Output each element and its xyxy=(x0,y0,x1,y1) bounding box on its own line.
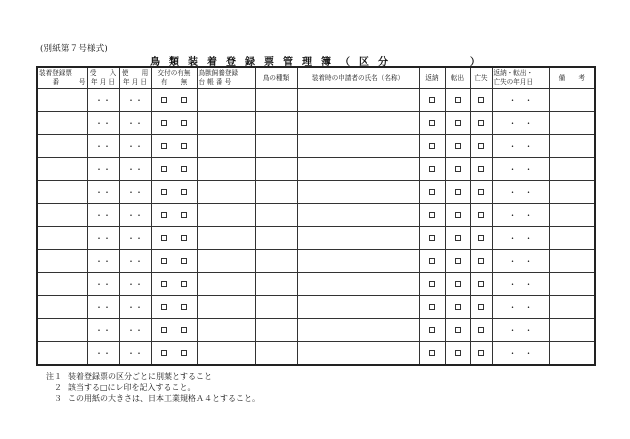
header-received-date: 受 入 年 月 日 xyxy=(87,67,119,89)
cell-species[interactable] xyxy=(255,204,297,227)
cell-species[interactable] xyxy=(255,135,297,158)
checkbox-icon[interactable] xyxy=(181,120,187,126)
table-row xyxy=(37,181,595,204)
cell-applicant[interactable] xyxy=(297,342,419,366)
header-applicant: 装着時の申請者の氏名（名称） xyxy=(297,67,419,89)
checkbox-icon[interactable] xyxy=(161,120,167,126)
cell-disposal-date[interactable]: ・ ・ xyxy=(492,112,549,135)
cell-transferred[interactable] xyxy=(445,181,470,204)
checkbox-icon[interactable] xyxy=(455,350,461,356)
cell-delivery[interactable] xyxy=(151,112,197,135)
cell-remarks[interactable] xyxy=(549,112,595,135)
cell-received-date[interactable]: ・・ xyxy=(87,342,119,366)
cell-delivery[interactable] xyxy=(151,227,197,250)
cell-lost[interactable] xyxy=(470,273,492,296)
checkbox-icon[interactable] xyxy=(455,258,461,264)
cell-registration-number[interactable] xyxy=(37,227,87,250)
cell-received-date[interactable]: ・・ xyxy=(87,319,119,342)
cell-lost[interactable] xyxy=(470,342,492,366)
checkbox-icon[interactable] xyxy=(161,235,167,241)
cell-delivery[interactable] xyxy=(151,181,197,204)
table-row xyxy=(37,135,595,158)
checkbox-icon[interactable] xyxy=(429,212,435,218)
cell-remarks[interactable] xyxy=(549,158,595,181)
cell-registration-number[interactable] xyxy=(37,204,87,227)
cell-applicant[interactable] xyxy=(297,319,419,342)
cell-delivery[interactable] xyxy=(151,204,197,227)
cell-disposal-date[interactable]: ・ ・ xyxy=(492,227,549,250)
table-row xyxy=(37,296,595,319)
checkbox-icon[interactable] xyxy=(478,235,484,241)
checkbox-icon[interactable] xyxy=(478,189,484,195)
table-row xyxy=(37,342,595,366)
cell-disposal-date[interactable]: ・ ・ xyxy=(492,135,549,158)
cell-transferred[interactable] xyxy=(445,342,470,366)
table-row xyxy=(37,273,595,296)
cell-disposal-date[interactable]: ・ ・ xyxy=(492,158,549,181)
cell-lost[interactable] xyxy=(470,204,492,227)
cell-transferred[interactable] xyxy=(445,227,470,250)
cell-remarks[interactable] xyxy=(549,319,595,342)
checkbox-icon[interactable] xyxy=(181,327,187,333)
cell-species[interactable] xyxy=(255,319,297,342)
cell-ledger-number[interactable] xyxy=(197,89,255,112)
cell-remarks[interactable] xyxy=(549,227,595,250)
cell-returned[interactable] xyxy=(419,204,445,227)
table-row xyxy=(37,112,595,135)
note-3: ３ この用紙の大きさは、日本工業規格Ａ４とすること。 xyxy=(54,394,260,403)
cell-applicant[interactable] xyxy=(297,135,419,158)
cell-received-date[interactable]: ・・ xyxy=(87,227,119,250)
checkbox-icon[interactable] xyxy=(429,304,435,310)
checkbox-icon[interactable] xyxy=(181,189,187,195)
checkbox-icon[interactable] xyxy=(429,258,435,264)
cell-delivery[interactable] xyxy=(151,250,197,273)
footnotes xyxy=(40,371,260,404)
checkbox-icon[interactable] xyxy=(455,235,461,241)
cell-species[interactable] xyxy=(255,250,297,273)
checkbox-icon[interactable] xyxy=(181,143,187,149)
checkbox-icon[interactable] xyxy=(161,97,167,103)
header-remarks: 備 考 xyxy=(549,67,595,89)
cell-used-date[interactable]: ・・ xyxy=(119,342,151,366)
cell-registration-number[interactable] xyxy=(37,319,87,342)
cell-lost[interactable] xyxy=(470,135,492,158)
cell-returned[interactable] xyxy=(419,319,445,342)
cell-disposal-date[interactable]: ・ ・ xyxy=(492,204,549,227)
cell-transferred[interactable] xyxy=(445,250,470,273)
cell-disposal-date[interactable]: ・ ・ xyxy=(492,250,549,273)
cell-ledger-number[interactable] xyxy=(197,250,255,273)
checkbox-icon[interactable] xyxy=(161,166,167,172)
checkbox-icon[interactable] xyxy=(429,120,435,126)
checkbox-icon[interactable] xyxy=(429,189,435,195)
checkbox-icon[interactable] xyxy=(181,97,187,103)
checkbox-icon[interactable] xyxy=(455,327,461,333)
table-row xyxy=(37,319,595,342)
cell-returned[interactable] xyxy=(419,227,445,250)
cell-delivery[interactable] xyxy=(151,273,197,296)
checkbox-icon[interactable] xyxy=(455,166,461,172)
table-row xyxy=(37,250,595,273)
cell-returned[interactable] xyxy=(419,135,445,158)
cell-applicant[interactable] xyxy=(297,296,419,319)
cell-transferred[interactable] xyxy=(445,204,470,227)
cell-transferred[interactable] xyxy=(445,158,470,181)
checkbox-icon[interactable] xyxy=(478,327,484,333)
cell-transferred[interactable] xyxy=(445,273,470,296)
cell-disposal-date[interactable]: ・ ・ xyxy=(492,273,549,296)
table-row xyxy=(37,89,595,112)
cell-used-date[interactable]: ・・ xyxy=(119,135,151,158)
cell-species[interactable] xyxy=(255,181,297,204)
checkbox-icon[interactable] xyxy=(181,258,187,264)
cell-used-date[interactable]: ・・ xyxy=(119,273,151,296)
cell-returned[interactable] xyxy=(419,181,445,204)
cell-returned[interactable] xyxy=(419,342,445,366)
cell-received-date[interactable]: ・・ xyxy=(87,250,119,273)
cell-used-date[interactable]: ・・ xyxy=(119,227,151,250)
cell-ledger-number[interactable] xyxy=(197,204,255,227)
cell-remarks[interactable] xyxy=(549,296,595,319)
cell-remarks[interactable] xyxy=(549,250,595,273)
cell-transferred[interactable] xyxy=(445,89,470,112)
checkbox-icon[interactable] xyxy=(429,327,435,333)
note-1: 注１ 装着登録票の区分ごとに別葉とすること xyxy=(46,372,212,381)
cell-lost[interactable] xyxy=(470,181,492,204)
checkbox-icon[interactable] xyxy=(455,304,461,310)
cell-registration-number[interactable] xyxy=(37,181,87,204)
cell-returned[interactable] xyxy=(419,250,445,273)
checkbox-icon[interactable] xyxy=(181,304,187,310)
cell-lost[interactable] xyxy=(470,112,492,135)
cell-applicant[interactable] xyxy=(297,250,419,273)
cell-received-date[interactable]: ・・ xyxy=(87,273,119,296)
cell-applicant[interactable] xyxy=(297,158,419,181)
cell-ledger-number[interactable] xyxy=(197,181,255,204)
cell-received-date[interactable]: ・・ xyxy=(87,204,119,227)
cell-applicant[interactable] xyxy=(297,227,419,250)
checkbox-icon[interactable] xyxy=(181,212,187,218)
cell-species[interactable] xyxy=(255,227,297,250)
cell-remarks[interactable] xyxy=(549,135,595,158)
cell-received-date[interactable]: ・・ xyxy=(87,112,119,135)
checkbox-icon[interactable] xyxy=(455,189,461,195)
table-row xyxy=(37,227,595,250)
cell-registration-number[interactable] xyxy=(37,158,87,181)
checkbox-icon[interactable] xyxy=(161,189,167,195)
cell-used-date[interactable]: ・・ xyxy=(119,319,151,342)
cell-ledger-number[interactable] xyxy=(197,342,255,366)
cell-registration-number[interactable] xyxy=(37,135,87,158)
header-delivery: 交付の有無 有 無 xyxy=(151,67,197,89)
checkbox-icon[interactable] xyxy=(161,143,167,149)
cell-ledger-number[interactable] xyxy=(197,227,255,250)
checkbox-icon[interactable] xyxy=(161,212,167,218)
cell-used-date[interactable]: ・・ xyxy=(119,204,151,227)
cell-lost[interactable] xyxy=(470,227,492,250)
cell-received-date[interactable]: ・・ xyxy=(87,158,119,181)
header-disposal-date: 返納・転出・ 亡失の年月日 xyxy=(492,67,549,89)
cell-used-date[interactable]: ・・ xyxy=(119,158,151,181)
cell-delivery[interactable] xyxy=(151,89,197,112)
cell-transferred[interactable] xyxy=(445,319,470,342)
cell-remarks[interactable] xyxy=(549,273,595,296)
checkbox-icon[interactable] xyxy=(478,120,484,126)
cell-lost[interactable] xyxy=(470,319,492,342)
cell-lost[interactable] xyxy=(470,296,492,319)
header-ledger-number: 鳥獣飼養登録 台 帳 番 号 xyxy=(197,67,255,89)
cell-applicant[interactable] xyxy=(297,204,419,227)
cell-disposal-date[interactable]: ・ ・ xyxy=(492,319,549,342)
checkbox-icon[interactable] xyxy=(429,281,435,287)
checkbox-icon[interactable] xyxy=(478,350,484,356)
cell-species[interactable] xyxy=(255,89,297,112)
registry-table xyxy=(36,66,596,366)
cell-delivery[interactable] xyxy=(151,319,197,342)
header-registration-number: 装着登録票 番 号 xyxy=(37,67,87,89)
cell-transferred[interactable] xyxy=(445,112,470,135)
checkbox-icon[interactable] xyxy=(429,166,435,172)
cell-returned[interactable] xyxy=(419,112,445,135)
header-returned: 返納 xyxy=(419,67,445,89)
cell-received-date[interactable]: ・・ xyxy=(87,181,119,204)
checkbox-icon[interactable] xyxy=(455,212,461,218)
checkbox-icon[interactable] xyxy=(478,212,484,218)
cell-returned[interactable] xyxy=(419,296,445,319)
header-used-date: 使 用 年 月 日 xyxy=(119,67,151,89)
cell-disposal-date[interactable]: ・ ・ xyxy=(492,296,549,319)
cell-ledger-number[interactable] xyxy=(197,319,255,342)
cell-registration-number[interactable] xyxy=(37,250,87,273)
cell-delivery[interactable] xyxy=(151,135,197,158)
cell-ledger-number[interactable] xyxy=(197,158,255,181)
cell-applicant[interactable] xyxy=(297,181,419,204)
cell-used-date[interactable]: ・・ xyxy=(119,89,151,112)
cell-used-date[interactable]: ・・ xyxy=(119,112,151,135)
checkbox-icon[interactable] xyxy=(161,281,167,287)
header-lost: 亡失 xyxy=(470,67,492,89)
cell-registration-number[interactable] xyxy=(37,296,87,319)
cell-ledger-number[interactable] xyxy=(197,112,255,135)
cell-applicant[interactable] xyxy=(297,273,419,296)
checkbox-icon[interactable] xyxy=(429,143,435,149)
checkbox-icon[interactable] xyxy=(478,97,484,103)
checkbox-icon[interactable] xyxy=(181,235,187,241)
checkbox-icon[interactable] xyxy=(455,97,461,103)
cell-registration-number[interactable] xyxy=(37,89,87,112)
cell-registration-number[interactable] xyxy=(37,112,87,135)
header-transferred: 転出 xyxy=(445,67,470,89)
cell-species[interactable] xyxy=(255,342,297,366)
checkbox-icon[interactable] xyxy=(181,166,187,172)
cell-received-date[interactable]: ・・ xyxy=(87,89,119,112)
cell-remarks[interactable] xyxy=(549,342,595,366)
cell-species[interactable] xyxy=(255,296,297,319)
checkbox-icon[interactable] xyxy=(478,143,484,149)
cell-registration-number[interactable] xyxy=(37,342,87,366)
cell-used-date[interactable]: ・・ xyxy=(119,296,151,319)
note-2: ２ 該当する□にレ印を記入すること。 xyxy=(54,383,196,392)
header-row xyxy=(37,67,595,89)
table-row xyxy=(37,158,595,181)
cell-received-date[interactable]: ・・ xyxy=(87,296,119,319)
table-row xyxy=(37,204,595,227)
checkbox-icon[interactable] xyxy=(181,350,187,356)
checkbox-icon[interactable] xyxy=(429,235,435,241)
cell-disposal-date[interactable]: ・ ・ xyxy=(492,181,549,204)
cell-species[interactable] xyxy=(255,158,297,181)
cell-returned[interactable] xyxy=(419,158,445,181)
checkbox-icon[interactable] xyxy=(478,304,484,310)
cell-delivery[interactable] xyxy=(151,342,197,366)
checkbox-icon[interactable] xyxy=(161,304,167,310)
checkbox-icon[interactable] xyxy=(161,350,167,356)
cell-used-date[interactable]: ・・ xyxy=(119,181,151,204)
cell-applicant[interactable] xyxy=(297,112,419,135)
cell-disposal-date[interactable]: ・ ・ xyxy=(492,89,549,112)
cell-used-date[interactable]: ・・ xyxy=(119,250,151,273)
cell-species[interactable] xyxy=(255,273,297,296)
cell-received-date[interactable]: ・・ xyxy=(87,135,119,158)
checkbox-icon[interactable] xyxy=(478,281,484,287)
cell-returned[interactable] xyxy=(419,89,445,112)
checkbox-icon[interactable] xyxy=(455,143,461,149)
cell-disposal-date[interactable]: ・ ・ xyxy=(492,342,549,366)
cell-transferred[interactable] xyxy=(445,296,470,319)
cell-lost[interactable] xyxy=(470,89,492,112)
cell-applicant[interactable] xyxy=(297,89,419,112)
cell-transferred[interactable] xyxy=(445,135,470,158)
cell-returned[interactable] xyxy=(419,273,445,296)
page-title: 鳥類装着登録票管理簿（区分 xyxy=(150,57,397,68)
cell-ledger-number[interactable] xyxy=(197,273,255,296)
cell-ledger-number[interactable] xyxy=(197,296,255,319)
form-number-label: (別紙第７号様式) xyxy=(40,44,108,54)
cell-lost[interactable] xyxy=(470,250,492,273)
cell-ledger-number[interactable] xyxy=(197,135,255,158)
cell-lost[interactable] xyxy=(470,158,492,181)
cell-remarks[interactable] xyxy=(549,89,595,112)
cell-delivery[interactable] xyxy=(151,158,197,181)
cell-remarks[interactable] xyxy=(549,181,595,204)
checkbox-icon[interactable] xyxy=(429,350,435,356)
title-close-paren: ） xyxy=(470,57,480,68)
checkbox-icon[interactable] xyxy=(161,327,167,333)
cell-species[interactable] xyxy=(255,112,297,135)
cell-registration-number[interactable] xyxy=(37,273,87,296)
checkbox-icon[interactable] xyxy=(455,120,461,126)
checkbox-icon[interactable] xyxy=(429,97,435,103)
checkbox-icon[interactable] xyxy=(478,258,484,264)
checkbox-icon[interactable] xyxy=(478,166,484,172)
checkbox-icon[interactable] xyxy=(161,258,167,264)
checkbox-icon[interactable] xyxy=(455,281,461,287)
header-species: 鳥の種類 xyxy=(255,67,297,89)
checkbox-icon[interactable] xyxy=(181,281,187,287)
cell-delivery[interactable] xyxy=(151,296,197,319)
cell-remarks[interactable] xyxy=(549,204,595,227)
